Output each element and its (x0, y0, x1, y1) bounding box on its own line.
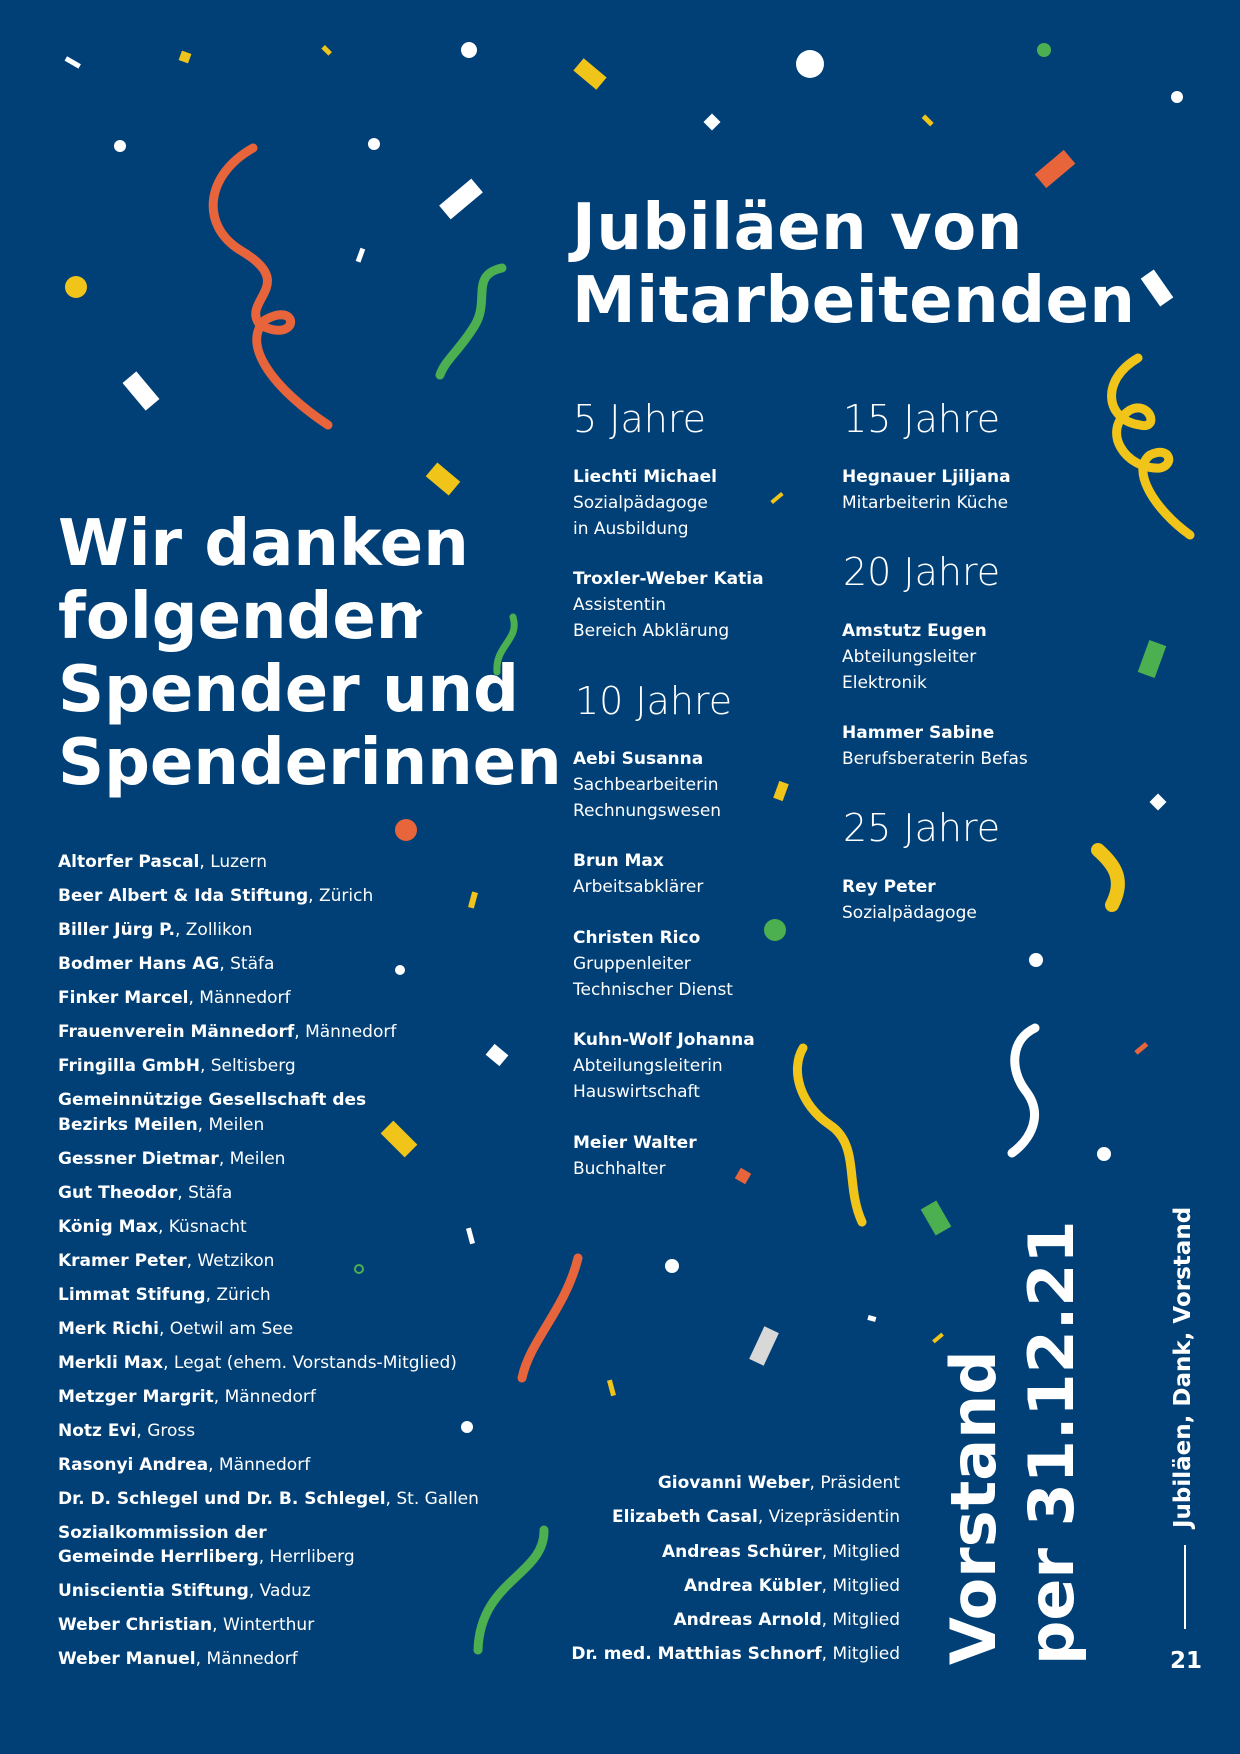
donor-item: Merk Richi, Oetwil am See (58, 1318, 294, 1339)
board-member-role: Mitglied (832, 1541, 900, 1562)
person-name: Kuhn-Wolf Johanna (573, 1030, 755, 1050)
board-member: Andrea Kübler, Mitglied (684, 1575, 900, 1596)
donor-place: Männedorf (224, 1386, 316, 1407)
jubilee-title (572, 192, 1135, 338)
page-number: 21 (1170, 1648, 1203, 1674)
donor-name: Gut Theodor (58, 1182, 178, 1203)
jubilee-person (573, 566, 813, 644)
donor-name: Weber Manuel (58, 1649, 196, 1669)
donor-place: Meilen (229, 1148, 286, 1169)
donor-name: Gemeinde Herrliberg (58, 1547, 259, 1567)
donor-place: Gross (147, 1420, 196, 1441)
person-role: Berufsberaterin Befas (842, 749, 1028, 769)
board-member-name: Andreas Schürer (661, 1541, 822, 1562)
jubilee-person (573, 925, 813, 1003)
jubilee-title-line2: Mitarbeitenden (572, 264, 1136, 338)
board-title-line2: per 31.12.21 (1015, 1220, 1088, 1665)
person-role: Mitarbeiterin Küche (842, 493, 1009, 513)
jubilee-title-line1: Jubiläen von (572, 191, 1023, 265)
donor-item: Bodmer Hans AG, Stäfa (58, 954, 275, 974)
donor-list (58, 850, 518, 1681)
person-name: Christen Rico (573, 928, 701, 948)
person-name: Troxler-Weber Katia (573, 569, 764, 589)
donor-name: Biller Jürg P. (58, 920, 175, 940)
board-title (935, 1220, 1091, 1665)
jubilee-person (842, 618, 1082, 696)
donor-item: Notz Evi, Gross (58, 1420, 196, 1441)
donor-place: St. Gallen (396, 1488, 479, 1509)
donor-place: Herrliberg (269, 1547, 355, 1567)
board-member-name: Dr. med. Matthias Schnorf (571, 1644, 822, 1665)
jubilee-person (573, 848, 813, 900)
jubilee-heading: 5 Jahre (573, 397, 706, 441)
person-name: Rey Peter (842, 877, 936, 897)
person-role: in Ausbildung (573, 519, 689, 539)
jubilee-heading: 15 Jahre (843, 397, 1001, 441)
donor-name: Metzger Margrit (58, 1386, 214, 1407)
jubilee-heading: 20 Jahre (843, 550, 1001, 594)
person-name: Hegnauer Ljiljana (842, 467, 1011, 487)
donor-item: Metzger Margrit, Männedorf (58, 1386, 316, 1407)
donor-place: Männedorf (199, 988, 291, 1008)
board-member-role: Mitglied (832, 1575, 900, 1596)
donor-place: Wetzikon (197, 1250, 275, 1271)
jubilee-person (842, 874, 1082, 926)
donors-title (58, 508, 562, 800)
donor-item: Finker Marcel, Männedorf (58, 988, 291, 1008)
donor-item: Altorfer Pascal, Luzern (58, 852, 267, 872)
donor-name: Merk Richi (58, 1318, 159, 1339)
jubilee-heading: 25 Jahre (843, 806, 1001, 850)
donors-title-line1: Wir danken (58, 507, 469, 581)
donor-name: Kramer Peter (58, 1250, 187, 1271)
donor-name: Bezirks Meilen (58, 1114, 198, 1135)
donor-name: Beer Albert & Ida Stiftung (58, 886, 309, 906)
donor-name: Finker Marcel (58, 988, 189, 1008)
donor-item: Sozialkommission der Gemeinde Herrliberg, Herrliberg (58, 1522, 355, 1567)
donor-item: Merkli Max, Legat (ehem. Vorstands-Mitglied) (58, 1352, 457, 1373)
donor-place: Zürich (216, 1284, 271, 1305)
donor-item: König Max, Küsnacht (58, 1216, 247, 1237)
donor-item: Kramer Peter, Wetzikon (58, 1250, 275, 1271)
board-member: Andreas Arnold, Mitglied (673, 1610, 900, 1631)
donor-name: König Max (58, 1216, 158, 1237)
jubilee-person (842, 720, 1082, 772)
jubilee-person (573, 464, 813, 542)
streamer-yellow (1098, 850, 1118, 905)
section-divider (1184, 1545, 1186, 1629)
board-member: Giovanni Weber, Präsident (657, 1473, 900, 1493)
person-name: Amstutz Eugen (842, 621, 987, 641)
donor-name: Altorfer Pascal (58, 852, 200, 872)
board-member-role: Vizepräsidentin (768, 1507, 900, 1528)
donor-place: Zollikon (185, 920, 253, 940)
jubilee-group-10 (575, 679, 815, 723)
jubilee-person (573, 746, 813, 824)
donor-name-line1: Sozialkommission der (58, 1522, 267, 1543)
donor-item: Gut Theodor, Stäfa (58, 1182, 233, 1203)
person-name: Aebi Susanna (573, 749, 704, 769)
donor-name: Frauenverein Männedorf (58, 1022, 295, 1042)
streamer-white (1012, 1028, 1035, 1153)
person-role: Arbeitsabklärer (573, 877, 704, 897)
section-label: Jubiläen, Dank, Vorstand (1170, 1206, 1196, 1528)
donor-item: Limmat Stifung, Zürich (58, 1284, 271, 1305)
person-role: Abteilungsleiter (842, 647, 977, 667)
person-role: Hauswirtschaft (573, 1082, 700, 1102)
board-title-line1: Vorstand (937, 1350, 1010, 1665)
donor-place: Seltisberg (210, 1056, 296, 1076)
board-member-name: Giovanni Weber (657, 1473, 810, 1493)
person-name: Brun Max (573, 851, 664, 871)
jubilee-person (573, 1027, 813, 1105)
person-role: Abteilungsleiterin (573, 1056, 723, 1076)
donor-place: Meilen (208, 1114, 265, 1135)
person-name: Hammer Sabine (842, 723, 995, 743)
person-role: Gruppenleiter (573, 954, 691, 974)
donor-place: Luzern (210, 852, 267, 872)
donor-item: Gessner Dietmar, Meilen (58, 1148, 286, 1169)
person-role: Assistentin (573, 595, 666, 615)
donor-item: Weber Christian, Winterthur (58, 1615, 315, 1635)
donors-title-line4: Spenderinnen (58, 726, 562, 800)
donor-name: Gessner Dietmar (58, 1148, 219, 1169)
person-role: Sachbearbeiterin (573, 775, 719, 795)
jubilee-group-25 (843, 806, 1083, 850)
donor-name: Uniscientia Stiftung (58, 1581, 249, 1601)
person-role: Elektronik (842, 673, 927, 693)
jubilee-group-15 (843, 397, 1083, 441)
donors-title-line2: folgenden (58, 580, 422, 654)
donor-place: Winterthur (222, 1615, 315, 1635)
donors-title-line3: Spender und (58, 653, 519, 727)
donor-name: Notz Evi (58, 1420, 137, 1441)
board-member-name: Andrea Kübler (684, 1575, 822, 1596)
donor-name: Dr. D. Schlegel und Dr. B. Schlegel (58, 1488, 386, 1509)
donor-place: Legat (ehem. Vorstands-Mitglied) (173, 1352, 457, 1373)
streamer-orange (213, 148, 328, 425)
person-role: Bereich Abklärung (573, 621, 730, 641)
jubilee-group-5 (573, 397, 813, 441)
donor-item: Weber Manuel, Männedorf (58, 1649, 298, 1669)
donor-place: Vaduz (259, 1581, 311, 1601)
donor-name: Merkli Max (58, 1352, 164, 1373)
streamer-green (440, 268, 502, 375)
board-member: Dr. med. Matthias Schnorf, Mitglied (571, 1644, 900, 1665)
person-role: Rechnungswesen (573, 801, 722, 821)
donor-item: Rasonyi Andrea, Männedorf (58, 1454, 311, 1475)
board-member: Elizabeth Casal, Vizepräsidentin (612, 1507, 900, 1528)
jubilee-person (842, 464, 1082, 516)
donor-place: Stäfa (230, 954, 275, 974)
person-name: Liechti Michael (573, 467, 717, 487)
donor-item: Beer Albert & Ida Stiftung, Zürich (58, 886, 374, 906)
donor-place: Männedorf (305, 1022, 397, 1042)
donor-item: Fringilla GmbH, Seltisberg (58, 1056, 296, 1076)
donor-place: Stäfa (188, 1182, 233, 1203)
donor-place: Männedorf (206, 1649, 298, 1669)
donor-place: Männedorf (218, 1454, 311, 1475)
person-role: Buchhalter (573, 1159, 666, 1179)
donor-place: Oetwil am See (169, 1318, 294, 1339)
streamer-yellow (1112, 358, 1190, 535)
donor-name: Fringilla GmbH (58, 1056, 200, 1076)
donor-name: Bodmer Hans AG (58, 954, 220, 974)
donor-place: Küsnacht (168, 1216, 247, 1237)
board-member-role: Mitglied (832, 1644, 900, 1665)
person-role: Technischer Dienst (573, 980, 733, 1000)
donor-item: Biller Jürg P., Zollikon (58, 920, 253, 940)
board-member-role: Präsident (820, 1473, 900, 1493)
board-list (450, 1470, 900, 1676)
donor-name: Rasonyi Andrea (58, 1454, 209, 1475)
board-member: Andreas Schürer, Mitglied (661, 1541, 900, 1562)
donor-item: Uniscientia Stiftung, Vaduz (58, 1581, 311, 1601)
board-member-role: Mitglied (832, 1610, 900, 1631)
person-role: Sozialpädagoge (842, 903, 977, 923)
donor-name: Limmat Stifung (58, 1284, 206, 1305)
board-member-name: Elizabeth Casal (612, 1507, 758, 1528)
donor-name-line1: Gemeinnützige Gesellschaft des (58, 1090, 367, 1110)
person-role: Sozialpädagoge (573, 493, 708, 513)
donor-item: Dr. D. Schlegel und Dr. B. Schlegel, St. Gallen (58, 1488, 479, 1509)
jubilee-person (573, 1130, 813, 1182)
donor-item: Gemeinnützige Gesellschaft des Bezirks Meilen, Meilen (58, 1090, 367, 1135)
streamer-orange (522, 1258, 578, 1378)
donor-place: Zürich (318, 886, 374, 906)
donor-item: Frauenverein Männedorf, Männedorf (58, 1022, 397, 1042)
jubilee-group-20 (843, 550, 1083, 594)
person-name: Meier Walter (573, 1133, 697, 1153)
jubilee-heading: 10 Jahre (575, 679, 733, 723)
board-member-name: Andreas Arnold (673, 1610, 822, 1631)
donor-name: Weber Christian (58, 1615, 213, 1635)
